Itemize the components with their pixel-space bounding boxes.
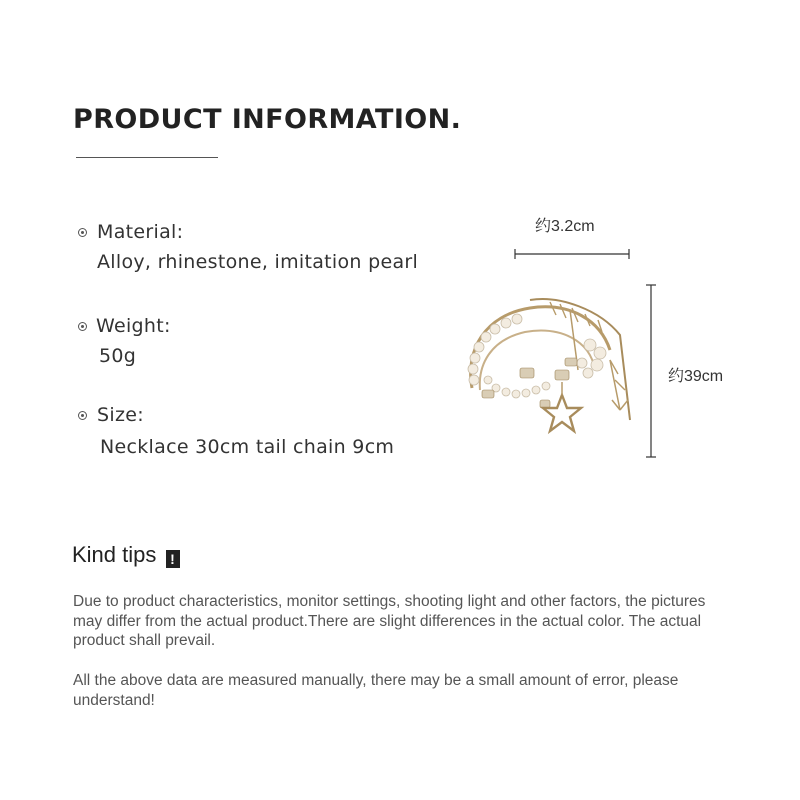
bullet-icon xyxy=(78,228,87,237)
product-figure xyxy=(460,240,660,465)
weight-value: 50g xyxy=(99,345,137,367)
page-title: PRODUCT INFORMATION. xyxy=(73,104,462,135)
kind-tips-title: Kind tips xyxy=(72,542,157,567)
weight-label: Weight: xyxy=(96,315,171,337)
necklace-image xyxy=(468,299,630,431)
measurement-notice-paragraph: All the above data are measured manually, there may be a small amount of error, please understand! xyxy=(73,672,679,709)
notice-paragraph: Due to product characteristics, monitor settings, shooting light and other factors, the pictures may differ from the actual product.There are slight differences in the actual color. The actual product shall prevail. xyxy=(73,593,706,649)
title-divider xyxy=(76,157,218,158)
height-dimension-line xyxy=(646,285,656,457)
size-value: Necklace 30cm tail chain 9cm xyxy=(100,436,395,458)
width-dimension-line xyxy=(515,249,629,259)
material-value: Alloy, rhinestone, imitation pearl xyxy=(97,251,419,273)
bullet-icon xyxy=(78,411,87,420)
bullet-icon xyxy=(78,322,87,331)
size-label: Size: xyxy=(97,404,144,426)
warning-icon: ! xyxy=(166,550,180,568)
material-label: Material: xyxy=(97,221,184,243)
height-dimension-label: 约39cm xyxy=(668,368,724,385)
width-dimension-label: 约3.2cm xyxy=(535,218,595,235)
kind-tips-heading xyxy=(72,542,180,568)
